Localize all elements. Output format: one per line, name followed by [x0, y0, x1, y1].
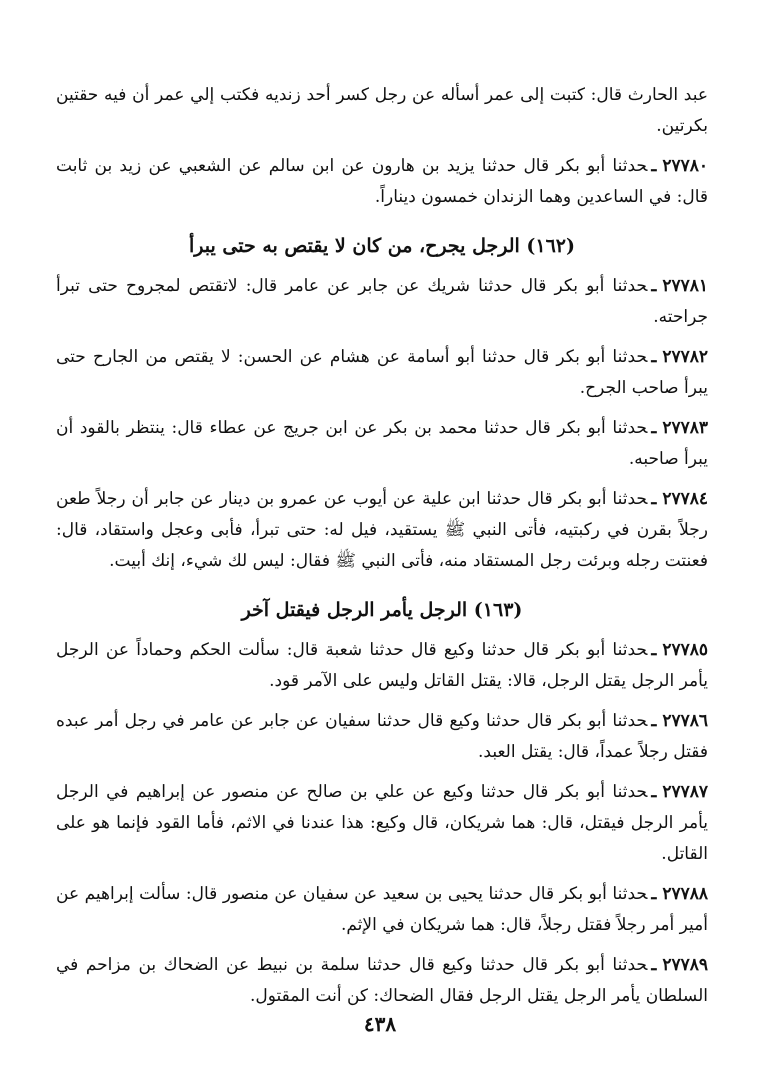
dash-marker: ـ — [651, 347, 657, 367]
hadith-paragraph — [56, 950, 708, 1012]
hadith-text: حدثنا أبو بكر قال حدثنا يزيد بن هارون عن ابن سالم عن الشعبي عن زيد بن ثابت قال: في الساعدين وهما الزندان خمسون ديناراً. — [56, 156, 708, 207]
dash-marker: ـ — [651, 276, 657, 296]
hadith-paragraph — [56, 635, 708, 697]
dash-marker: ـ — [651, 156, 657, 176]
hadith-text: حدثنا أبو بكر قال حدثنا يحيى بن سعيد عن سفيان عن منصور قال: سألت إبراهيم عن أمير أمر رجلاً فقتل رجلاً، قال: هما شريكان في الإثم. — [56, 884, 708, 935]
hadith-paragraph — [56, 342, 708, 404]
hadith-number: ٢٧٧٨١ — [662, 276, 708, 296]
hadith-paragraph — [56, 413, 708, 475]
hadith-paragraph — [56, 271, 708, 333]
hadith-number: ٢٧٧٨٠ — [662, 156, 708, 176]
hadith-text: حدثنا أبو بكر قال حدثنا شريك عن جابر عن عامر قال: لاتقتص لمجروح حتى تبرأ جراحته. — [56, 276, 708, 327]
dash-marker: ـ — [651, 955, 657, 975]
hadith-number: ٢٧٧٨٢ — [662, 347, 708, 367]
hadith-number: ٢٧٧٨٥ — [662, 640, 708, 660]
hadith-number: ٢٧٧٨٤ — [662, 489, 708, 509]
hadith-text: حدثنا أبو بكر قال حدثنا ابن علية عن أيوب عن عمرو بن دينار عن جابر أن رجلاً طعن رجلاً بقرن في ركبتيه، فأتى النبي ﷺ يستقيد، فيل له: حتى تبرأ، فأبى وعجل واستقاد، قال: فعنتت رجله وبرئت رجل المستقاد منه، فأتى النبي ﷺ فقال: ليس لك شيء، إنك أبيت. — [56, 489, 708, 571]
section-heading-162: (١٦٢) الرجل يجرح، من كان لا يقتص به حتى يبرأ — [188, 235, 575, 257]
hadith-text: حدثنا أبو بكر قال حدثنا وكيع قال حدثنا سفيان عن جابر عن عامر في رجل أمر عبده فقتل رجلاً عمداً، قال: يقتل العبد. — [56, 711, 708, 762]
hadith-number: ٢٧٧٨٣ — [662, 418, 708, 438]
hadith-text: حدثنا أبو بكر قال حدثنا أبو أسامة عن هشام عن الحسن: لا يقتص من الجارح حتى يبرأ صاحب الجرح. — [56, 347, 708, 398]
hadith-paragraph — [56, 151, 708, 213]
hadith-text: حدثنا أبو بكر قال حدثنا وكيع قال حدثنا سلمة بن نبيط عن الضحاك بن مزاحم في السلطان يأمر الرجل يقتل الرجل فقال الضحاك: كن أنت المقتول. — [56, 955, 708, 1006]
paragraph-continuation — [56, 80, 708, 142]
hadith-number: ٢٧٧٨٧ — [662, 782, 708, 802]
hadith-paragraph — [56, 484, 708, 577]
hadith-number: ٢٧٧٨٦ — [662, 711, 708, 731]
document-page — [56, 80, 708, 1021]
hadith-paragraph — [56, 706, 708, 768]
hadith-paragraph — [56, 879, 708, 941]
paragraph-text: عبد الحارث قال: كتبت إلى عمر أسأله عن رجل كسر أحد زنديه فكتب إلي عمر أن فيه حقتين بكرتين. — [56, 85, 708, 136]
hadith-text: حدثنا أبو بكر قال حدثنا وكيع قال حدثنا شعبة قال: سألت الحكم وحماداً عن الرجل يأمر الرجل يقتل الرجل، قالا: يقتل القاتل وليس على الآمر قود. — [56, 640, 708, 691]
section-heading-163: (١٦٣) الرجل يأمر الرجل فيقتل آخر — [241, 599, 523, 621]
hadith-number: ٢٧٧٨٨ — [662, 884, 708, 904]
dash-marker: ـ — [651, 884, 657, 904]
hadith-paragraph — [56, 777, 708, 870]
dash-marker: ـ — [651, 418, 657, 438]
dash-marker: ـ — [651, 711, 657, 731]
dash-marker: ـ — [651, 489, 657, 509]
dash-marker: ـ — [651, 782, 657, 802]
dash-marker: ـ — [651, 640, 657, 660]
hadith-text: حدثنا أبو بكر قال حدثنا وكيع عن علي بن صالح عن منصور عن إبراهيم في الرجل يأمر الرجل فيقتل، قال: هما شريكان، قال وكيع: هذا عندنا في الاثم، فأما القود فإنما هو على القاتل. — [56, 782, 708, 864]
hadith-text: حدثنا أبو بكر قال حدثنا محمد بن بكر عن ابن جريج عن عطاء قال: ينتظر بالقود أن يبرأ صاحبه. — [56, 418, 708, 469]
page-number: ٤٣٨ — [363, 1012, 397, 1036]
hadith-number: ٢٧٧٨٩ — [662, 955, 708, 975]
